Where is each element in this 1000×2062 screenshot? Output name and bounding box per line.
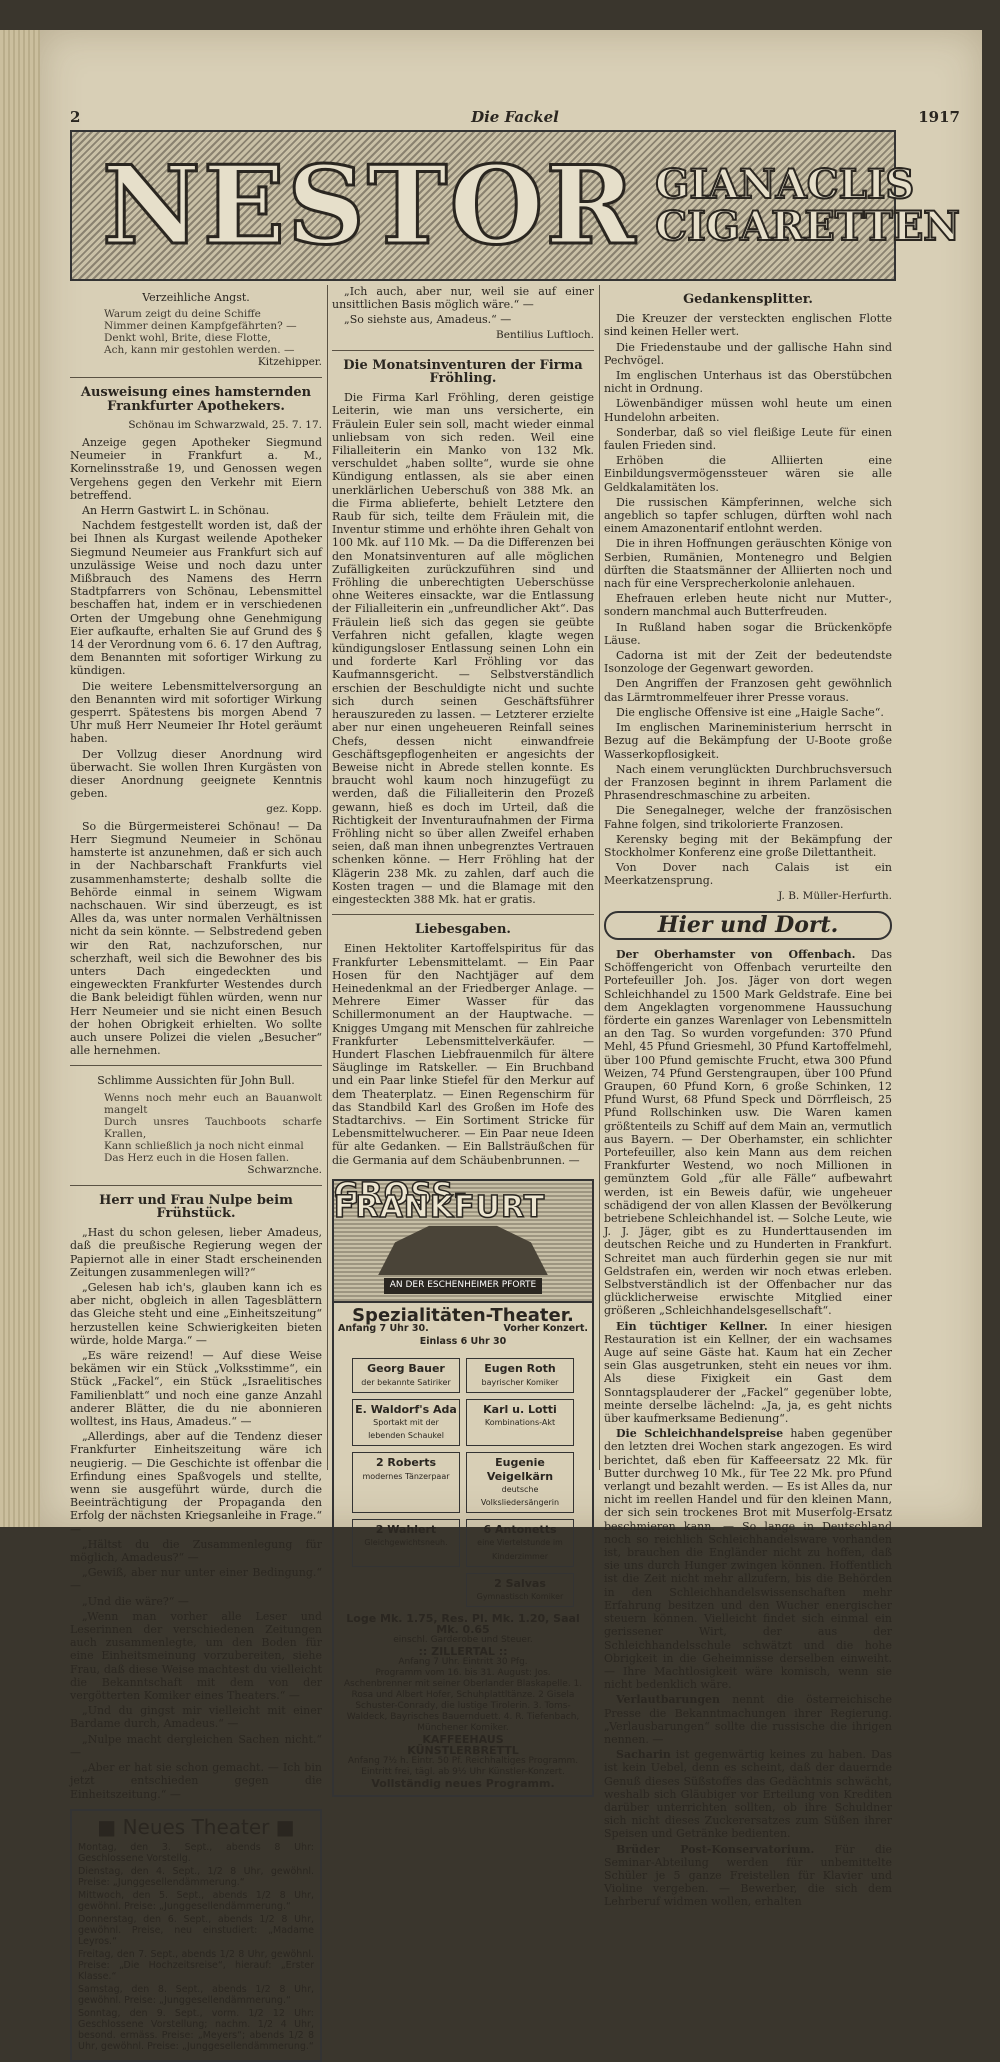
theater-title-text: Neues Theater (122, 1814, 270, 1839)
theater-schedule-line: Freitag, den 7. Sept., abends 1/2 8 Uhr, gewöhnl. Preise: „Die Hochzeitsreise“, hierauf: „Erster Klasse.“ (78, 1948, 314, 1982)
program-title: Spezialitäten-Theater. (352, 1304, 574, 1326)
splitter-item: Die russischen Kämpferinnen, welche sich angeblich so tapfer schlugen, dürften wohl nach einem Amazonentarif entlohnt werden. (604, 495, 892, 536)
poem-line: Wenns noch mehr euch an Bauanwolt mangelt (104, 1091, 322, 1116)
act-desc: Kombinations-Akt (484, 1418, 556, 1428)
article-heading: Schlimme Aussichten für John Bull. (97, 1074, 295, 1088)
poem-line: Denkt wohl, Brite, diese Flotte, (104, 332, 271, 345)
paragraph: „Ich auch, aber nur, weil sie auf einer unsittlichen Basis möglich wäre.“ — (332, 285, 594, 312)
paragraph-lede: Die Schleichhandelspreise (616, 1427, 784, 1441)
paragraph (604, 1748, 892, 1840)
paragraph: „So siehste aus, Amadeus.“ — (344, 313, 512, 327)
paragraph-text: Für die Seminar-Abteilung werden für unbemittelte Schüler je 5 ganze Freistellen für Klavier und Violine vergeben. — Bewerber, die sich dem Lehrberuf widmen wollen, erhalten (604, 1842, 893, 1909)
theater-schedule-line: Dienstag, den 4. Sept., 1/2 8 Uhr, gewöhnl. Preise: „Junggesellendämmerung.“ (78, 1865, 314, 1888)
poem-line: Nimmer deinen Kampfgefährten? — (104, 320, 297, 333)
act-box (466, 1452, 574, 1513)
act-box (352, 1452, 460, 1513)
splitter-item: Kerensky beging mit der Bekämpfung der Stockholmer Konferenz eine große Dilettantheit. (604, 832, 892, 859)
zillertal-program: Programm vom 16. bis 31. August: Jos. Aschenbrenner mit seiner Oberlander Blaskapelle. 1. Rosa und Albert Hofer, Schuhplattltänze. 2 Gisela Schuster-Conrady, die lustige Tirolerin. 3. Toms-Waldeck, Bayrisches Bauernduett. 4. R. Tiefenbach, Münchener Komiker. (343, 1668, 583, 1734)
paragraph: An Herrn Gastwirt L. in Schönau. (82, 504, 270, 518)
act-box (352, 1519, 460, 1567)
nestor-brand: NESTOR (102, 142, 638, 269)
act-desc: bayrischer Komiker (481, 1377, 559, 1387)
paragraph-lede: Verlautbarungen (616, 1693, 721, 1707)
splitter-item: Die in ihren Hoffnungen geräuschten Könige von Serbien, Rumänien, Montenegro und Belgien dürften die Staatsmänner der Alliierten noch und nach für eine Versprecherkolonie anlehauen. (604, 537, 892, 591)
act-desc: Sportakt mit der lebenden Schaukel (368, 1418, 444, 1441)
splitter-item: Sonderbar, daß so viel fleißige Leute für einen faulen Frieden sind. (604, 425, 892, 453)
act-name: Eugen Roth (484, 1362, 556, 1376)
paragraph: „Hast du schon gelesen, lieber Amadeus, daß die preußische Regierung wegen der Papiernot alle in einer Stadt erscheinenden Zeitungen zusammenlegen will?“ (70, 1226, 322, 1279)
prices-note: einschl. Garderobe und Steuer. (393, 1635, 533, 1646)
article-heading: Verzeihliche Angst. (142, 291, 250, 304)
paragraph-text: haben gegenüber den letzten drei Wochen stark angezogen. Es wird berichtet, daß eben für Kaffeeersatz 22 Mk. für Butter durchweg 10 Mk., für Tee 22 Mk. pro Pfund verlangt und bezahlt werden. — Es ist Alles da, nur nicht im reellen Handel und für den kleinen Mann, der sich sein trockenes Brot mit Muserfolg-Ersatz beschmieren kann. — So lange in Deutschland noch so reichlich Schleichhandelsware vorhanden ist, brauchen die Engländer nicht zu hoffen, daß sie uns durch Hunger zwingen können. Hoffentlich ist die Zeit nicht mehr allzufern, bis die Behörden in den Schleichhandelswissenschaften mehr Erfahrung besitzen und den Wucher energischer steuern können. Vielleicht findet sich einmal ein gerissener Wirt, der aus der Schleichhandelsschule schwätzt und die hohe Obrigkeit in die Geheimnisse derselben einweiht. — Ihre Machtlosigkeit wäre komisch, wenn sie nicht bedenklich wäre. (604, 1427, 893, 1692)
signature: J. B. Müller-Herfurth. (778, 889, 892, 902)
column-2 (332, 285, 594, 1797)
nestor-line1: GIANACLIS (655, 160, 915, 208)
paragraph (604, 1843, 892, 1909)
paragraph (604, 1320, 892, 1426)
act-desc: Gleichgewichtsneuh. (364, 1538, 448, 1548)
act-name: Georg Bauer (367, 1362, 445, 1376)
splitter-item: Cadorna ist mit der Zeit der bedeutendste Isonzologe der Gegenwart geworden. (604, 649, 892, 676)
act-box (466, 1573, 574, 1607)
act-box (466, 1358, 574, 1392)
dateline: Schönau im Schwarzwald, 25. 7. 17. (128, 418, 322, 431)
theater-schedule-line: Mittwoch, den 5. Sept., abends 1/2 8 Uhr, gewöhnl. Preise: „Junggesellendämmerung.“ (78, 1889, 314, 1912)
paragraph: „Und du gingst mir vielleicht mit einer Bardame durch, Amadeus.“ — (70, 1704, 322, 1731)
poem-line: Warum zeigt du deine Schiffe (104, 308, 261, 321)
act-box (466, 1399, 574, 1447)
divider (70, 1185, 322, 1186)
nestor-tagline (655, 160, 960, 250)
paragraph: So die Bürgermeisterei Schönau! — Da Herr Siegmund Neumeier in Schönau hamsterte ist anzunehmen, daß er sich auch in der Nachbarschaft Frankfurts viel zusammenhamsterte; deshalb sollte die Behörde einmal in seinem Wigwam nachschauen. Wir sind überzeugt, es ist Alles da, was unter normalen Verhältnissen nicht da sein könnte. — Selbstredend geben wir den Rat, nachzuforschen, nur scherzhaft, weil sich die Bewohner des bis unters Dach eingedeckten und eingeweckten Frankfurter Westendes durch die Bank beleidigt fühlen würden, wenn nur Herr Neumeier und sie nicht einen Besuch der hohen Obrigkeit erhielten. Wo sollte auch unsere Polizei die vielen „Besucher“ alle hernehmen. (70, 819, 322, 1058)
column-1 (70, 285, 322, 2062)
new-program-note: Vollständig neues Programm. (371, 1777, 555, 1791)
gross-frankfurt-advertisement (332, 1176, 594, 1797)
act-name: 6 Antonetts (483, 1523, 557, 1537)
kuenstlerbrettl-entry: Anfang 7½ h. Eintr. 50 Pf. Reichhaltiges Programm. (347, 1756, 579, 1767)
article-heading: Die Monatsinventuren der Firma Fröhling. (343, 357, 583, 387)
paragraph: Einen Hektoliter Kartoffelspiritus für das Frankfurter Lebensmittelamt. — Ein Paar Hosen für den Nachtjäger auf dem Heinedenkmal an der Friedberger Anlage. — Mehrere Eimer Wasser für das Schillermonument an der Hauptwache. — Knigges Umgang mit Menschen für zahlreiche Frankfurter Lebensmittelverkäufer. — Hundert Flaschen Liebfrauenmilch für ältere Säuglinge im Ratskeller. — Ein Bruchband und ein Paar linke Stiefel für den Merkur auf dem Theaterplatz. — Einen Regenschirm für das Standbild Karl des Großen im Hofe des Stadtarchivs. — Ein Sortiment Stricke für Lebensmittelwucherer. — Ein Paar neue Ideen für alte Gedanken. — Ein Ballsträußchen für die Germania auf dem Schäubenbrunnen. — (332, 942, 594, 1167)
theater-schedule-line: Montag, den 3. Sept., abends 8 Uhr: Geschlossene Vorstellg. (78, 1841, 314, 1864)
act-name: E. Waldorf's Ada (355, 1402, 457, 1416)
paragraph (604, 1427, 892, 1691)
paragraph: „Hältst du die Zusammenlegung für möglich, Amadeus?“ — (70, 1537, 322, 1565)
paragraph-text: ist gegenwärtig keines zu haben. Das ist kein Uebel, denn es scheint, daß der dauernde Genuß dieses Süßstoffes das Gedächtnis schwächt, weshalb sich Gläubiger vor Erteilung von Krediten darüber unterrichten sollten, ob ihre Schuldner sich nicht dieses Zuckerersatzes zum Süßen ihrer Speisen und Getränke bedienten. (604, 1748, 892, 1841)
article-heading: Herr und Frau Nulpe beim Frühstück. (99, 1192, 293, 1221)
entry-time: Einlass 6 Uhr 30 (419, 1336, 507, 1348)
paragraph: „Gelesen hab ich's, glauben kann ich es aber nicht, obgleich in allen Tagesblättern das Gleiche steht und eine „Einheitszeitung“ herzustellen keine Schwierigkeiten bieten würde, holde Marga.“ — (70, 1280, 322, 1347)
paragraph-text: nennt die österreichische Presse die Bekanntmachungen ihrer Regierung. „Verlausbarungen“ sollte die russische die ihrigen nennen. — (604, 1693, 893, 1746)
gedankensplitter-list (604, 312, 892, 887)
splitter-item: Ehefrauen erleben heute nicht nur Mutter-, sondern manchmal auch Butterfreuden. (604, 592, 892, 619)
paragraph: Anzeige gegen Apotheker Siegmund Neumeier in Frankfurt a. M., Kornelinsstraße 19, und Genossen wegen Vergehens gegen den Verkehr mit Eiern betreffend. (70, 436, 322, 502)
article-heading: Liebesgaben. (415, 922, 511, 938)
paragraph (604, 1693, 892, 1746)
splitter-item: Die Kreuzer der versteckten englischen Flotte sind keinen Heller wert. (604, 312, 892, 339)
splitter-item: Erhöben die Alliierten eine Einbildungsvermögenssteuer wären sie alle Geldkalamitäten los. (604, 454, 892, 494)
start-time: Anfang 7 Uhr 30. (338, 1323, 429, 1334)
theater-title: ■ Neues Theater ■ (97, 1814, 295, 1839)
paragraph: Nachdem festgestellt worden ist, daß der bei Ihnen als Kurgast weilende Apotheker Siegmund Neumeier aus Frankfurt sich auf unzulässige Weise und noch dazu unter Mißbrauch des Namens des Herrn Stadtpfarrers von Schönau, Lebensmittel beschaffen hat, indem er in verschiedenen Orten der Umgebung ohne Genehmigung Eier aufkaufte, erhalten Sie auf Grund des § 14 der Verordnung vom 6. 6. 17 den Auftrag, dem Benannten mit sofortiger Wirkung zu kündigen. (70, 519, 322, 678)
paragraph-lede: Brüder Post-Konservatorium. (616, 1842, 815, 1856)
paragraph-lede: Ein tüchtiger Kellner. (616, 1319, 768, 1333)
acts-grid (334, 1354, 592, 1611)
section-banner: Hier und Dort. (604, 911, 892, 940)
column-rule (327, 285, 328, 1470)
paragraph: „Und die wäre?“ — (82, 1594, 189, 1608)
act-box (466, 1519, 574, 1567)
zillertal-entry: Anfang 7 Uhr. Eintritt 30 Pfg. (398, 1657, 528, 1668)
column-rule (599, 285, 600, 1470)
column-3 (604, 285, 892, 1911)
theater-schedule-line: Donnerstag, den 6. Sept., abends 1/2 8 Uhr, gewöhnl. Preise, neu einstudiert: „Madame Leyros.“ (78, 1913, 314, 1947)
program-header (334, 1303, 592, 1355)
paragraph: „Gewiß, aber nur unter einer Bedingung.“ — (70, 1566, 322, 1593)
splitter-item: In Rußland haben sogar die Brückenköpfe Läuse. (604, 620, 892, 647)
act-name: 2 Salvas (494, 1576, 546, 1590)
paragraph: „Wenn man vorher alle Leser und Leserinnen der verschiedenen Zeitungen auch zusammenlegte, um den Boden für eine Einheitsmeinung vorzubereiten, siehe Frau, daß diese Weise machtest du vielleicht die Bekanntschaft mit dem von der vergötterten Komiker eines Theaters.“ — (70, 1609, 322, 1703)
poem-line: Ach, kann mir gestohlen werden. — (104, 344, 295, 357)
page-stack-edge (0, 30, 40, 1527)
program-footer (334, 1611, 592, 1795)
act-name: Karl u. Lotti (483, 1402, 557, 1416)
theater-schedule-line: Samstag, den 8. Sept., abends 1/2 8 Uhr, gewöhnl. Preise: „Junggesellendämmerung.“ (78, 1983, 314, 2006)
divider (332, 914, 594, 915)
kaffeehaus-title: KAFFEEHAUS (422, 1733, 504, 1747)
act-name: 2 Roberts (375, 1456, 437, 1470)
splitter-item: Im englischen Unterhaus ist das Oberstübchen nicht in Ordnung. (604, 369, 892, 396)
splitter-item: Die Friedenstaube und der gallische Hahn sind Pechvögel. (604, 340, 892, 367)
divider (70, 1065, 322, 1066)
gross-frankfurt-banner (334, 1176, 592, 1303)
act-desc: modernes Tänzerpaar (362, 1471, 450, 1481)
splitter-item: Löwenbändiger müssen wohl heute um einen Hundelohn arbeiten. (604, 397, 892, 424)
gross-frankfurt-address: AN DER ESCHENHEIMER PFORTE (384, 1278, 543, 1293)
paragraph: Die Firma Karl Fröhling, deren geistige Leiterin, wie man uns versicherte, ein Fräulein Euler sein soll, macht wieder einmal unliebsam von sich reden. Weil eine Filialleiterin ein Manko von 132 Mk. verschuldet „haben sollte“, wurde sie ohne Kündigung entlassen, als sie aber einen unerklärlichen Ueberschuß von 388 Mk. an die Firma ablieferte, behielt Letztere den Raub für sich, teilte dem Fräulein mit, die Inventur stimme und erhöhte ihren Gehalt von 100 Mk. auf 110 Mk. — Da die Differenzen bei den Monatsinventuren auf alle möglichen Zufälligkeiten zurückzuführen sind und Fröhling die unberechtigten Ueberschüsse ohne Weiteres einsackte, war die Entlassung der Filialleiterin ein „unfreundlicher Akt“. Das Fräulein ließ sich das gegen sie geübte Verfahren nicht gefallen, klagte wegen kündigungsloser Entlassung seinen Lohn ein und forderte Karl Fröhling vor das Kaufmannsgericht. — Selbstverständlich erschien der Beschuldigte nicht und suchte sich durch seinen Geschäftsführer herauszureden zu lassen. — Letzterer erzielte aber nur einen ungeheueren Reinfall seines Chefs, dessen nicht einwandfreie Geschäftsgepflogenheiten er angesichts der Beweise nicht in Abrede stellen konnte. Es braucht wohl kaum noch hinzugefügt zu werden, daß die Filialleiterin den Prozeß gewann, hieß es doch im Urteil, daß die Richtigkeit der Inventuraufnahmen der Firma Fröhling nicht so über allen Zweifel erhaben seien, daß man ihnen unbegrenztes Vertrauen schenken könne. — Herr Fröhling hat der Klägerin 238 Mk. zu zahlen, darf auch die Kosten tragen — und die Blamage mit den eingesteckten 388 Mk. hat er gratis. (332, 391, 594, 906)
theater-schedule-line: Sonntag, den 9. Sept., vorm. 1/2 12 Uhr: Geschlossene Vorstellung; nachm. 1/2 4 Uhr, besond. ermäss. Preise: „Meyers“; abends 1/2 8 Uhr, gewöhnl. Preise: „Junggesellendämmerung.“ (78, 2007, 314, 2052)
paragraph: Die weitere Lebensmittelversorgung an den Benannten wird mit sofortiger Wirkung gesperrt. Spätestens bis morgen Abend 7 Uhr muß Herr Neumeier Ihr Hotel geräumt haben. (70, 679, 322, 746)
page-number: 2 (70, 108, 81, 126)
act-box (352, 1358, 460, 1392)
poem (104, 308, 322, 356)
page-header (70, 108, 960, 130)
article-heading: Ausweisung eines hamsternden Frankfurter Apothekers. (80, 385, 312, 414)
paragraph-text: Das Schöffengericht von Offenbach verurteilte den Portefeuiller Joh. Jos. Jäger von dort wegen Schleichhandel zu 1500 Mark Geldstrafe. Eine bei dem Angeklagten vorgenommene Haussuchung förderte ein ganzes Warenlager von Lebensmitteln an den Tag. So wurden vorgefunden: 370 Pfund Mehl, 45 Pfund Griesmehl, 30 Pfund Kartoffelmehl, über 100 Pfund gemischte Frucht, etwa 300 Pfund Weizen, 74 Pfund Gerstengraupen, über 100 Pfund Graupen, 60 Pfund Korn, 6 große Schinken, 12 Pfund Wurst, 68 Pfund Speck und Dörrfleisch, 25 Pfund Rollschinken usw. Die Waren kamen größtenteils zu Schiff auf dem Main an, vermutlich aus Bayern. — Der Oberhamster, ein schlichter Portefeuiller, also kein Mann aus dem reichen Frankfurter Westend, wo noch Millionen in gemünztem Gold „für alle Fälle“ aufbewahrt werden, ist ein Beweis dafür, wie ungeheuer schädigend der von allen Klassen der Bevölkerung betriebene Schleichhandel ist. — Solche Leute, wie J. J. Jäger, gibt es zu Hunderttausenden im deutschen Reiche und zu Hunderten in Frankfurt. Schreitet man auch fürderhin gegen sie nur mit Geldstrafen ein, werden wir noch etwas erleben. Selbstverständlich ist der Offenbacher nur das glücklicherweise erwischte Mitglied einer größeren „Schleichhandelsgesellschaft“. (604, 947, 892, 1318)
splitter-item: Die englische Offensive ist eine „Haigle Sache“. (616, 705, 884, 719)
konzert-note: Eintritt frei, tägl. ab 9½ Uhr Künstler-Konzert. (361, 1767, 565, 1778)
poem (104, 1092, 322, 1164)
divider (70, 377, 322, 378)
kuenstlerbrettl-title: KÜNSTLERBRETTL (407, 1744, 519, 1758)
nestor-line2: CIGARETTEN (655, 202, 960, 250)
poem-line: Durch unsres Tauchboots scharfe Krallen, (104, 1115, 322, 1140)
zillertal-title: :: ZILLERTAL :: (418, 1645, 508, 1659)
nestor-advertisement (70, 130, 960, 281)
act-desc: eine Viertelstunde im Kinderzimmer (477, 1538, 563, 1561)
theater-building-icon (378, 1220, 548, 1275)
act-box (352, 1399, 460, 1447)
pre-concert: Vorher Konzert. (503, 1323, 588, 1334)
neues-theater-advertisement (70, 1809, 322, 2062)
prices: Loge Mk. 1.75, Res. Pl. Mk. 1.20, Saal Mk. 0.65 (346, 1612, 580, 1637)
paragraph-lede: Sacharin (616, 1748, 671, 1762)
signature: Bentilius Luftloch. (496, 328, 594, 341)
splitter-item: Den Angriffen der Franzosen geht gewöhnlich das Lärmtrommelfeuer ihrer Presse voraus. (604, 677, 892, 704)
splitter-item: Die Senegalneger, welche der französischen Fahne folgen, sind trikolorierte Franzosen. (604, 804, 892, 831)
paragraph (604, 948, 892, 1318)
poem-line: Das Herz euch in die Hosen fallen. (104, 1151, 290, 1164)
year: 1917 (918, 108, 960, 126)
act-desc: der bekannte Satiriker (361, 1377, 451, 1387)
act-desc: Gymnastisch Komiker (476, 1592, 564, 1602)
paragraph: „Nulpe macht dergleichen Sachen nicht.“ — (70, 1732, 322, 1759)
act-name: 2 Wahlert (375, 1523, 437, 1537)
splitter-item: Nach einem verunglückten Durchbruchsversuch der Franzosen beginnt in ihrem Parlament die Phrasendreschmaschine zu arbeiten. (604, 762, 892, 803)
paragraph-text: In einer hiesigen Restauration ist ein Kellner, der ein wachsames Auge auf seine Gäste hat. Kaum hat ein Zecher sein Glas ausgetrunken, steht ein neues vor ihm. Als diese Fixigkeit ein Gast dem Sonntagsplauderer der „Fackel“ gegenüber lobte, meinte derselbe lächelnd: „Ja, ja, es geht nichts über kaufmerksame Bedienung“. (604, 1319, 893, 1426)
masthead: Die Fackel (471, 108, 559, 126)
divider (332, 350, 594, 351)
act-desc: deutsche Volksliedersängerin (480, 1484, 560, 1508)
poem-line: Kann schließlich ja noch nicht einmal (104, 1139, 304, 1152)
paragraph: Der Vollzug dieser Anordnung wird überwacht. Sie wollen Ihren Kurgästen von dieser Anordnung geeignete Kenntnis geben. (70, 747, 322, 801)
act-name: Eugenie Veigelkärn (486, 1456, 554, 1483)
paragraph: „Aber er hat sie schon gemacht. — Ich bin jetzt entschieden gegen die Einheitszeitung.“ — (70, 1761, 322, 1801)
splitter-item: Von Dover nach Calais ist ein Meerkatzensprung. (604, 861, 892, 888)
signature: Schwarznche. (247, 1163, 322, 1176)
paragraph: „Allerdings, aber auf die Tendenz dieser Frankfurter Einheitszeitung wäre ich neugierig. — Die Geschichte ist offenbar die Erfindung eines Spaßvogels und stellte, wenn sie ausgeführt würde, durch die Beeinträchtigung der Propaganda den Erfolg der nächsten Kriegsanleihe in Frage.“ — (70, 1430, 322, 1536)
paragraph: „Es wäre reizend! — Auf diese Weise bekämen wir ein Stück „Volksstimme“, ein Stück „Fackel“, ein Stück „Israelitisches Familienblatt“ und noch eine ganze Anzahl anderer Blätter, die du nie abonnieren wolltest, ins Haus, Amadeus.“ — (70, 1349, 322, 1429)
gross-frankfurt-name: GROSS-FRANKFURT (334, 1176, 546, 1226)
signature: Kitzehipper. (257, 356, 322, 369)
splitter-item: Im englischen Marineministerium herrscht in Bezug auf die Bekämpfung der U-Boote große Wasserkopflosigkeit. (604, 721, 892, 761)
paragraph-lede: Der Oberhamster von Offenbach. (616, 947, 856, 961)
article-heading: Gedankensplitter. (683, 292, 813, 307)
signature: gez. Kopp. (266, 802, 322, 815)
